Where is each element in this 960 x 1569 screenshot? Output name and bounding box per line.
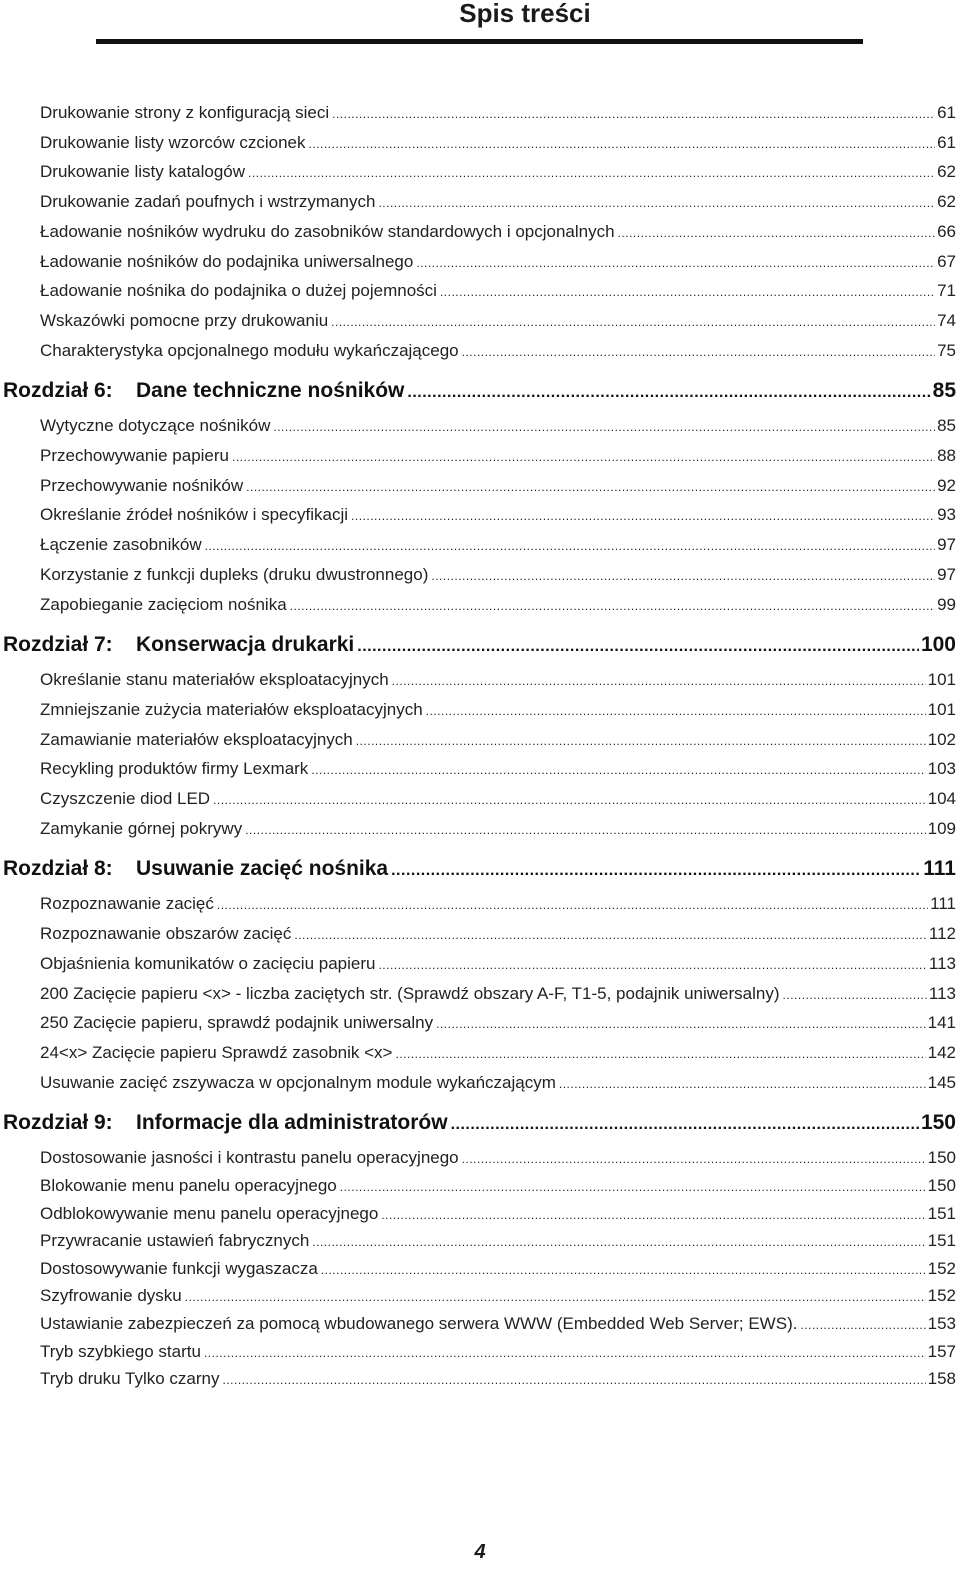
toc-entry-title: Recykling produktów firmy Lexmark bbox=[40, 759, 309, 779]
toc-entry[interactable] bbox=[40, 341, 956, 361]
toc-entry[interactable] bbox=[40, 505, 956, 525]
toc-entry[interactable] bbox=[40, 1043, 956, 1063]
toc-entry[interactable] bbox=[40, 894, 956, 914]
chapter-title: Konserwacja drukarki bbox=[136, 633, 355, 657]
toc-page-number: 102 bbox=[927, 729, 956, 749]
dot-leader bbox=[378, 196, 935, 210]
toc-page-number: 101 bbox=[927, 699, 956, 719]
toc-entry-title: Łączenie zasobników bbox=[40, 535, 202, 555]
toc-entry[interactable] bbox=[40, 1148, 956, 1168]
toc-entry-title: Określanie źródeł nośników i specyfikacji bbox=[40, 505, 349, 525]
toc-page-number: 158 bbox=[927, 1369, 956, 1389]
toc-entry[interactable] bbox=[40, 1204, 956, 1224]
dot-leader bbox=[378, 958, 926, 972]
dot-leader bbox=[205, 539, 935, 553]
toc-entry-title: Objaśnienia komunikatów o zacięciu papieru bbox=[40, 953, 376, 973]
toc-page-number: 67 bbox=[937, 251, 956, 271]
dot-leader bbox=[436, 1017, 926, 1031]
toc-entry[interactable] bbox=[40, 476, 956, 496]
toc-chapter[interactable] bbox=[3, 857, 956, 881]
toc-page-number: 85 bbox=[932, 379, 956, 403]
chapter-label: Rozdział 7: bbox=[3, 633, 113, 657]
toc-page-number: 97 bbox=[937, 535, 956, 555]
toc-chapter[interactable] bbox=[3, 633, 956, 657]
toc-entry-title: 24<x> Zacięcie papieru Sprawdź zasobnik <x> bbox=[40, 1042, 393, 1062]
chapter-label: Rozdział 9: bbox=[3, 1111, 113, 1135]
toc-page-number: 152 bbox=[927, 1286, 956, 1306]
toc-entry-title: Określanie stanu materiałów eksploatacyjnych bbox=[40, 670, 389, 690]
dot-leader bbox=[340, 1180, 926, 1194]
dot-leader bbox=[426, 704, 926, 718]
chapter-title: Usuwanie zacięć nośnika bbox=[136, 857, 389, 881]
toc-entry-title: Rozpoznawanie obszarów zacięć bbox=[40, 924, 292, 944]
toc-page-number: 85 bbox=[937, 416, 956, 436]
toc-entry[interactable] bbox=[40, 133, 956, 153]
toc-page-number: 61 bbox=[937, 132, 956, 152]
dot-leader bbox=[462, 345, 935, 359]
toc-entry[interactable] bbox=[40, 222, 956, 242]
toc-entry-title: Rozpoznawanie zacięć bbox=[40, 894, 214, 914]
toc-page-number: 111 bbox=[930, 894, 956, 914]
toc-entry-title: Zmniejszanie zużycia materiałów eksploatacyjnych bbox=[40, 699, 423, 719]
toc-entry-title: Usuwanie zacięć zszywacza w opcjonalnym module wykańczającym bbox=[40, 1072, 556, 1092]
toc-entry[interactable] bbox=[40, 670, 956, 690]
dot-leader bbox=[392, 674, 926, 688]
toc-entry-title: Dostosowanie jasności i kontrastu panelu operacyjnego bbox=[40, 1148, 459, 1168]
toc-page-number: 100 bbox=[920, 633, 956, 657]
dot-leader bbox=[416, 256, 935, 270]
toc-entry[interactable] bbox=[40, 984, 956, 1004]
toc-entry-title: Drukowanie listy wzorców czcionek bbox=[40, 132, 306, 152]
toc-entry-title: Ustawianie zabezpieczeń za pomocą wbudowanego serwera WWW (Embedded Web Server; EWS). bbox=[40, 1313, 798, 1333]
toc-page-number: 152 bbox=[927, 1258, 956, 1278]
toc-entry-title: Przechowywanie nośników bbox=[40, 475, 244, 495]
toc-entry[interactable] bbox=[40, 924, 956, 944]
chapter-heading bbox=[3, 379, 407, 403]
toc-entry-title: 250 Zacięcie papieru, sprawdź podajnik uniwersalny bbox=[40, 1013, 434, 1033]
toc-entry[interactable] bbox=[40, 252, 956, 272]
toc-entry[interactable] bbox=[40, 789, 956, 809]
toc-entry-title: Przywracanie ustawień fabrycznych bbox=[40, 1231, 310, 1251]
toc-entry[interactable] bbox=[40, 595, 956, 615]
toc-page-number: 151 bbox=[927, 1203, 956, 1223]
dot-leader bbox=[312, 1235, 925, 1249]
toc-entry[interactable] bbox=[40, 1369, 956, 1389]
toc-entry-title: Zamawianie materiałów eksploatacyjnych bbox=[40, 729, 353, 749]
toc-page-number: 113 bbox=[928, 983, 956, 1003]
toc-page-number: 75 bbox=[937, 340, 956, 360]
toc-page-number: 142 bbox=[927, 1042, 956, 1062]
toc-page-number: 104 bbox=[927, 789, 956, 808]
toc-page-number: 150 bbox=[927, 1175, 956, 1195]
toc-entry-title: Wytyczne dotyczące nośników bbox=[40, 416, 271, 436]
toc-page-number: 109 bbox=[927, 818, 956, 838]
dot-leader bbox=[311, 763, 925, 777]
dot-leader bbox=[321, 1263, 926, 1277]
toc-entry[interactable] bbox=[40, 162, 956, 182]
dot-leader bbox=[391, 862, 921, 880]
toc-entry-title: Drukowanie listy katalogów bbox=[40, 162, 246, 182]
toc-page-number: 153 bbox=[927, 1313, 956, 1333]
chapter-label: Rozdział 8: bbox=[3, 857, 113, 881]
toc-entry[interactable] bbox=[40, 1286, 956, 1306]
toc-entry[interactable] bbox=[40, 311, 956, 331]
dot-leader bbox=[351, 509, 935, 523]
page-title: Spis treści bbox=[459, 0, 591, 28]
dot-leader bbox=[185, 1290, 926, 1304]
dot-leader bbox=[559, 1077, 926, 1091]
toc-entry[interactable] bbox=[40, 1176, 956, 1196]
toc-entry[interactable] bbox=[40, 759, 956, 779]
toc-entry[interactable] bbox=[40, 281, 956, 301]
toc-entry-title: Zapobieganie zacięciom nośnika bbox=[40, 594, 287, 614]
chapter-heading bbox=[3, 1111, 451, 1135]
toc-page-number: 101 bbox=[927, 670, 956, 690]
toc-page-number: 157 bbox=[927, 1341, 956, 1361]
dot-leader bbox=[431, 569, 935, 583]
toc-page-number: 111 bbox=[923, 857, 956, 881]
chapter-heading bbox=[3, 857, 391, 881]
toc-page-number: 97 bbox=[937, 564, 956, 584]
chapter-title: Informacje dla administratorów bbox=[136, 1111, 448, 1135]
toc-entry-title: Wskazówki pomocne przy drukowaniu bbox=[40, 310, 329, 330]
dot-leader bbox=[248, 166, 935, 180]
chapter-label: Rozdział 6: bbox=[3, 379, 113, 403]
dot-leader bbox=[800, 1318, 925, 1332]
toc-entry-title: Przechowywanie papieru bbox=[40, 446, 229, 465]
dot-leader bbox=[331, 315, 935, 329]
toc-entry-title: Drukowanie strony z konfiguracją sieci bbox=[40, 103, 330, 122]
toc-entry[interactable] bbox=[40, 1231, 956, 1251]
dot-leader bbox=[451, 1116, 919, 1134]
dot-leader bbox=[356, 734, 926, 748]
dot-leader bbox=[232, 450, 935, 464]
dot-leader bbox=[783, 988, 927, 1002]
toc-page-number: 88 bbox=[937, 446, 956, 465]
toc-entry-title: Ładowanie nośników do podajnika uniwersalnego bbox=[40, 251, 414, 271]
toc-page-number: 113 bbox=[928, 953, 956, 973]
dot-leader bbox=[213, 793, 926, 807]
dot-leader bbox=[246, 480, 935, 494]
toc-entry-title: Korzystanie z funkcji dupleks (druku dwustronnego) bbox=[40, 564, 429, 584]
toc-entry-title: Charakterystyka opcjonalnego modułu wykańczającego bbox=[40, 340, 459, 360]
dot-leader bbox=[223, 1373, 926, 1387]
toc-entry-title: Zamykanie górnej pokrywy bbox=[40, 818, 243, 838]
toc-page-number: 62 bbox=[937, 162, 956, 182]
toc-chapter[interactable] bbox=[3, 379, 956, 403]
dot-leader bbox=[332, 107, 935, 121]
toc-entry-title: Ładowanie nośnika do podajnika o dużej pojemności bbox=[40, 281, 437, 301]
dot-leader bbox=[381, 1208, 925, 1222]
toc-page-number: 61 bbox=[937, 103, 956, 122]
toc-entry-title: Drukowanie zadań poufnych i wstrzymanych bbox=[40, 192, 376, 212]
toc-chapter[interactable] bbox=[3, 1111, 956, 1135]
toc-entry-title: Dostosowywanie funkcji wygaszacza bbox=[40, 1258, 318, 1278]
dot-leader bbox=[294, 928, 927, 942]
toc-page-number: 99 bbox=[937, 594, 956, 614]
toc-page-number: 145 bbox=[927, 1072, 956, 1092]
toc-entry[interactable] bbox=[40, 446, 956, 466]
toc-entry[interactable] bbox=[40, 535, 956, 555]
toc-page-number: 103 bbox=[927, 759, 956, 779]
title-rule bbox=[96, 39, 863, 44]
toc-entry-title: 200 Zacięcie papieru <x> - liczba zaciętych str. (Sprawdź obszary A-F, T1-5, podajnik uniwersalny) bbox=[40, 983, 780, 1003]
toc-entry[interactable] bbox=[40, 819, 956, 839]
toc-page-number: 92 bbox=[937, 475, 956, 495]
dot-leader bbox=[395, 1047, 925, 1061]
toc-entry[interactable] bbox=[40, 700, 956, 720]
dot-leader bbox=[357, 638, 919, 656]
chapter-heading bbox=[3, 633, 357, 657]
toc-entry[interactable] bbox=[40, 416, 956, 436]
dot-leader bbox=[440, 285, 935, 299]
dot-leader bbox=[462, 1152, 926, 1166]
dot-leader bbox=[618, 226, 936, 240]
toc-page-number: 74 bbox=[937, 310, 956, 330]
dot-leader bbox=[245, 823, 925, 837]
toc-entry-title: Blokowanie menu panelu operacyjnego bbox=[40, 1175, 337, 1195]
toc-entry-title: Ładowanie nośników wydruku do zasobników standardowych i opcjonalnych bbox=[40, 221, 615, 241]
toc-page-number: 93 bbox=[937, 505, 956, 525]
toc-entry-title: Szyfrowanie dysku bbox=[40, 1286, 182, 1306]
toc-page-number: 71 bbox=[937, 281, 956, 301]
toc-page-number: 141 bbox=[927, 1013, 956, 1033]
toc-entry[interactable] bbox=[40, 1259, 956, 1279]
toc-entry[interactable] bbox=[40, 1013, 956, 1033]
chapter-title: Dane techniczne nośników bbox=[136, 379, 405, 403]
toc-page-number: 112 bbox=[928, 924, 956, 944]
page-number: 4 bbox=[474, 1541, 486, 1563]
toc-entry[interactable] bbox=[40, 192, 956, 212]
dot-leader bbox=[290, 599, 935, 613]
toc-entry[interactable] bbox=[40, 1342, 956, 1362]
toc-entry[interactable] bbox=[40, 1314, 956, 1334]
toc-entry[interactable] bbox=[40, 565, 956, 585]
dot-leader bbox=[217, 898, 928, 912]
toc-page-number: 150 bbox=[920, 1111, 956, 1135]
toc-entry-title: Tryb szybkiego startu bbox=[40, 1341, 201, 1361]
toc-page-number: 62 bbox=[937, 192, 956, 212]
dot-leader bbox=[204, 1346, 926, 1360]
toc-entry[interactable] bbox=[40, 103, 956, 123]
dot-leader bbox=[308, 137, 935, 151]
toc-page-number: 151 bbox=[927, 1231, 956, 1251]
toc-entry-title: Czyszczenie diod LED bbox=[40, 789, 211, 808]
toc-entry[interactable] bbox=[40, 730, 956, 750]
toc-page-number: 150 bbox=[927, 1148, 956, 1168]
toc-entry-title: Tryb druku Tylko czarny bbox=[40, 1369, 220, 1389]
toc-entry[interactable] bbox=[40, 954, 956, 974]
dot-leader bbox=[273, 420, 935, 434]
dot-leader bbox=[407, 384, 930, 402]
toc-entry[interactable] bbox=[40, 1073, 956, 1093]
toc-page-number: 66 bbox=[937, 221, 956, 241]
toc-entry-title: Odblokowywanie menu panelu operacyjnego bbox=[40, 1203, 379, 1223]
